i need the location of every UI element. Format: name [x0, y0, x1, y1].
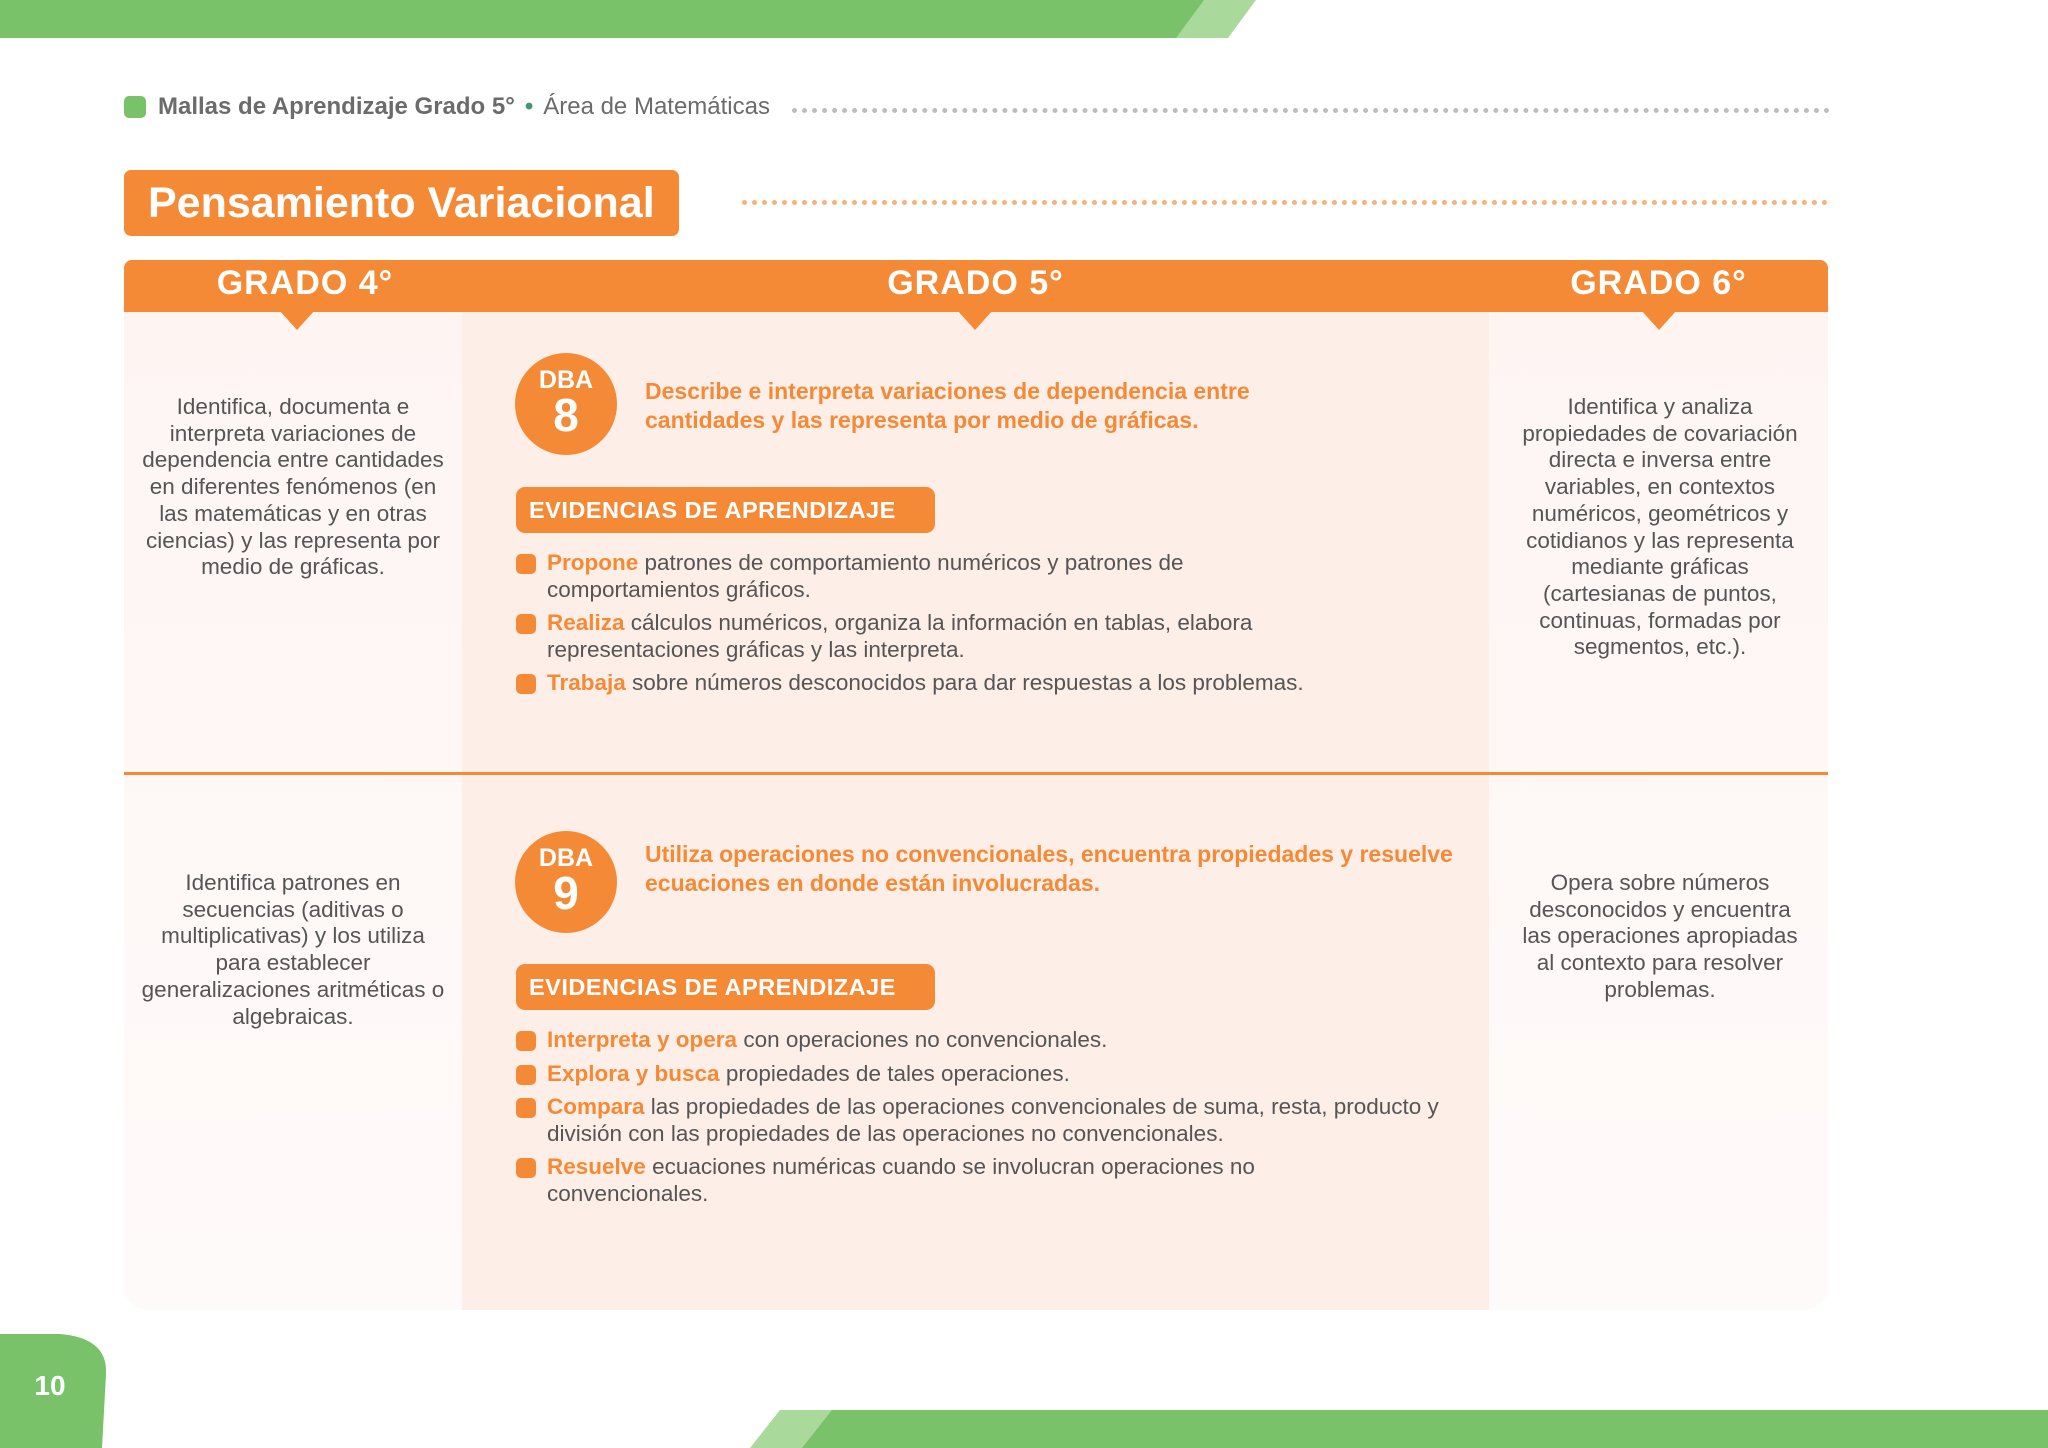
page-number: 10 [34, 1370, 66, 1401]
grade4-header: GRADO 4° [216, 264, 394, 302]
dba-label: DBA [538, 844, 594, 872]
row1-evidence-title: EVIDENCIAS DE APRENDIZAJE [516, 487, 935, 533]
grade4-notch [279, 310, 315, 330]
evidence-verb: Interpreta y opera [547, 1027, 738, 1052]
list-item [516, 1061, 1466, 1088]
list-item [516, 670, 1466, 697]
evidence-text: patrones de comportamiento numéricos y patrones de comportamientos gráficos. [547, 550, 1184, 602]
bullet-icon [516, 1065, 536, 1085]
evidence-text: las propiedades de las operaciones convencionales de suma, resta, producto y división con las propiedades de las operaciones no convencionales. [547, 1094, 1439, 1146]
list-item [516, 1094, 1466, 1147]
grade6-header: GRADO 6° [1570, 264, 1747, 302]
dba-label: DBA [538, 366, 594, 394]
row2-evidence-title: EVIDENCIAS DE APRENDIZAJE [516, 964, 935, 1010]
row1-grade4-text: Identifica, documenta e interpreta variaciones de dependencia entre cantidades en diferentes fenómenos (en las matemáticas y en otras ciencias) y las representa por medio de gráficas. [142, 394, 444, 580]
dba-8-badge [515, 353, 617, 455]
row1-grade6-text: Identifica y analiza propiedades de covariación directa e inversa entre variables, en contextos numéricos, geométricos y cotidianos y las representa mediante gráficas (cartesianas de puntos, continuas, formadas por segmentos, etc.). [1522, 394, 1798, 660]
bottom-decorative-band [750, 1410, 2048, 1448]
evidence-text: propiedades de tales operaciones. [719, 1060, 1070, 1086]
evidence-verb: Trabaja [547, 670, 626, 695]
evidence-text: sobre números desconocidos para dar respuestas a los problemas. [625, 670, 1304, 695]
top-decorative-band [0, 0, 1260, 38]
evidence-verb: Compara [547, 1094, 645, 1119]
running-header [124, 90, 1830, 124]
list-item [516, 1027, 1466, 1054]
bullet-icon [516, 614, 536, 634]
evidence-text: cálculos numéricos, organiza la información en tablas, elabora representaciones gráficas y las interpreta. [547, 610, 1253, 662]
bullet-icon [516, 1031, 536, 1051]
list-item [516, 610, 1466, 663]
bullet-icon [516, 554, 536, 574]
evidence-verb: Realiza [547, 610, 625, 635]
dba-number: 9 [553, 867, 579, 919]
bullet-icon [516, 1158, 536, 1178]
grade5-notch [957, 310, 993, 330]
dba-9-badge [515, 831, 617, 933]
grade6-notch [1641, 310, 1677, 330]
evidence-verb: Resuelve [547, 1154, 646, 1179]
row1-evidence-list [516, 550, 1466, 704]
bullet-icon [516, 1098, 536, 1118]
evidence-text: con operaciones no convencionales. [737, 1027, 1108, 1052]
header-area: Área de Matemáticas [543, 93, 770, 120]
grade5-header: GRADO 5° [887, 264, 1064, 302]
dba-9-statement: Utiliza operaciones no convencionales, encuentra propiedades y resuelve ecuaciones en donde están involucradas. [645, 841, 1453, 896]
evidence-verb: Propone [547, 550, 639, 575]
row2-grade6-text: Opera sobre números desconocidos y encuentra las operaciones apropiadas al contexto para resolver problemas. [1522, 870, 1798, 1002]
list-item [516, 1154, 1466, 1207]
row2-grade4-text: Identifica patrones en secuencias (aditivas o multiplicativas) y los utiliza para establecer generalizaciones aritméticas o algebraicas. [141, 870, 445, 1029]
bullet-icon [516, 674, 536, 694]
row-divider [124, 772, 1828, 775]
evidence-verb: Explora y busca [547, 1060, 720, 1086]
row2-evidence-list [516, 1027, 1466, 1214]
section-title: Pensamiento Variacional [124, 170, 679, 236]
header-title: Mallas de Aprendizaje Grado 5° [158, 93, 515, 120]
header-dotted-rule [792, 108, 1830, 113]
list-item [516, 550, 1466, 603]
header-square-icon [124, 96, 146, 118]
header-separator: • [524, 93, 534, 120]
section-dotted-rule [742, 200, 1828, 205]
dba-8-statement: Describe e interpreta variaciones de dependencia entre cantidades y las representa por medio de gráficas. [645, 378, 1250, 433]
dba-number: 8 [553, 389, 579, 441]
evidence-text: ecuaciones numéricas cuando se involucran operaciones no convencionales. [547, 1154, 1255, 1206]
